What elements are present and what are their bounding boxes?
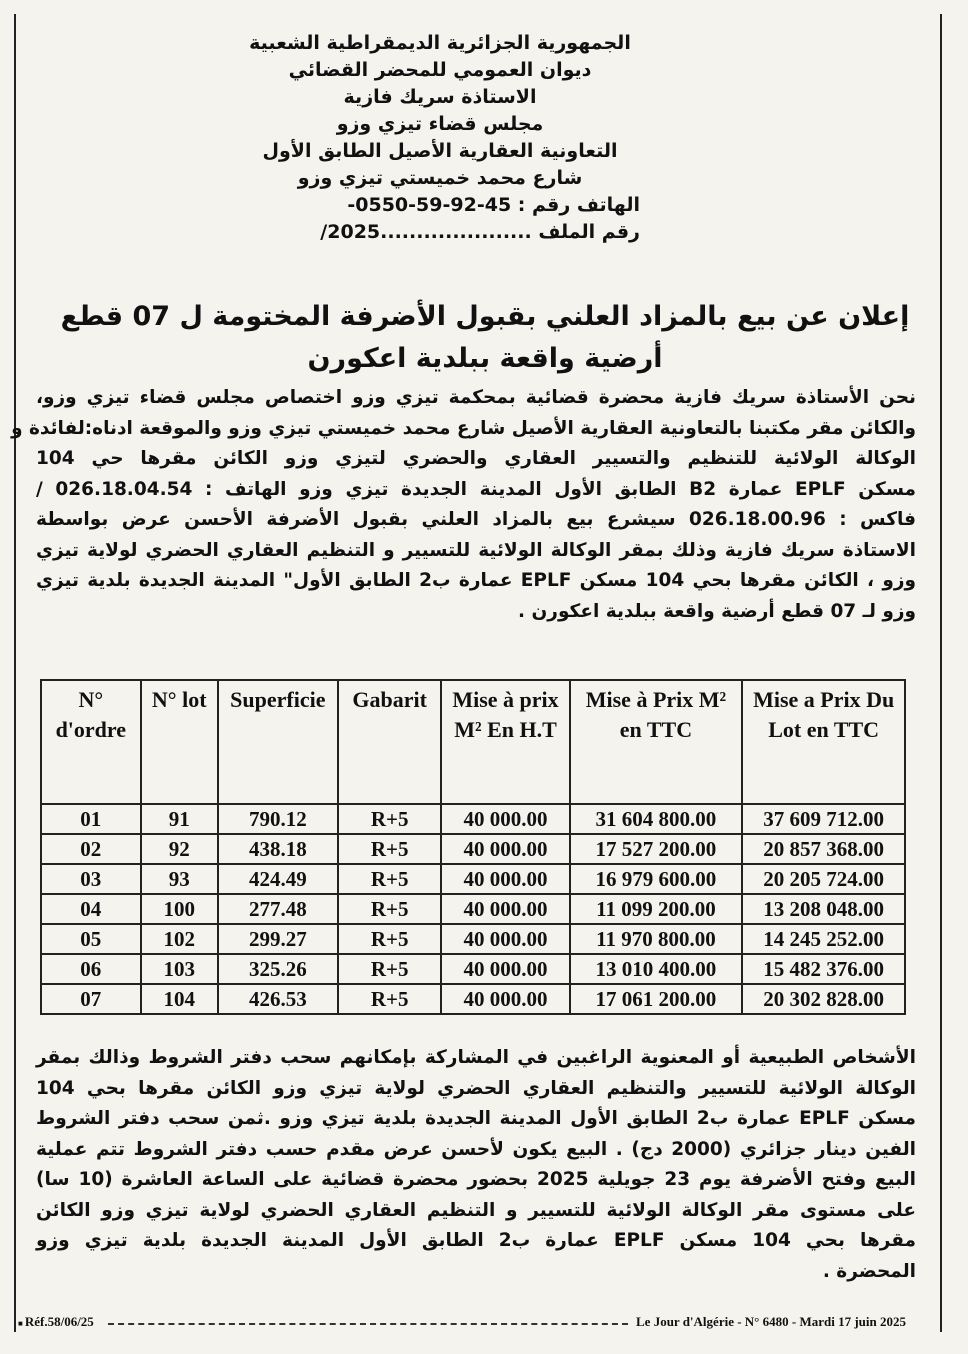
table-row [41, 924, 905, 954]
cell-area: 277.48 [218, 894, 338, 924]
cell-price-ht: 40 000.00 [441, 924, 569, 954]
table-row [41, 894, 905, 924]
cell-price-lot-ttc: 37 609 712.00 [742, 804, 905, 834]
cell-order: 04 [41, 894, 141, 924]
cell-price-m2-ttc: 11 099 200.00 [570, 894, 743, 924]
paragraph-line: وزو لـ 07 قطع أرضية واقعة ببلدية اعكورن . [518, 600, 916, 622]
cell-area: 438.18 [218, 834, 338, 864]
cell-order: 06 [41, 954, 141, 984]
cell-lot: 100 [141, 894, 218, 924]
header-court: مجلس قضاء تيزي وزو [336, 113, 544, 135]
cell-order: 05 [41, 924, 141, 954]
col-header-price-ht: Mise à prix M² En H.T [441, 680, 569, 804]
cell-price-lot-ttc: 15 482 376.00 [742, 954, 905, 984]
cell-lot: 103 [141, 954, 218, 984]
table-row [41, 864, 905, 894]
col-header-order: N° d'ordre [41, 680, 141, 804]
cell-lot: 93 [141, 864, 218, 894]
newspaper-issue: Le Jour d'Algérie - N° 6480 - Mardi 17 juin 2025 [636, 1314, 906, 1329]
signature-line: المحضرة . [822, 1260, 916, 1282]
cell-price-m2-ttc: 17 061 200.00 [570, 984, 743, 1014]
cell-order: 02 [41, 834, 141, 864]
cell-gabarit: R+5 [338, 804, 442, 834]
header-bailiff-name: الاستاذة سريك فازية [343, 86, 537, 108]
cell-lot: 104 [141, 984, 218, 1014]
announcement-title [60, 296, 910, 380]
header-block [200, 30, 680, 246]
cell-lot: 102 [141, 924, 218, 954]
cell-gabarit: R+5 [338, 894, 442, 924]
paragraph-line: وزو ، الكائن مقرها بحي 104 مسكن EPLF عمارة ب2 الطابق الأول" المدينة الجديدة بلدية تيزي [36, 570, 916, 591]
table-row [41, 804, 905, 834]
cell-price-m2-ttc: 17 527 200.00 [570, 834, 743, 864]
cell-price-lot-ttc: 14 245 252.00 [742, 924, 905, 954]
cell-lot: 91 [141, 804, 218, 834]
table-row [41, 954, 905, 984]
table-row [41, 834, 905, 864]
header-street: شارع محمد خميستي تيزي وزو [297, 167, 583, 189]
cell-gabarit: R+5 [338, 984, 442, 1014]
cell-price-m2-ttc: 13 010 400.00 [570, 954, 743, 984]
title-line-2: أرضية واقعة ببلدية اعكورن [307, 343, 663, 374]
cell-price-lot-ttc: 20 857 368.00 [742, 834, 905, 864]
cell-gabarit: R+5 [338, 864, 442, 894]
cell-order: 03 [41, 864, 141, 894]
cell-price-m2-ttc: 31 604 800.00 [570, 804, 743, 834]
cell-price-lot-ttc: 20 205 724.00 [742, 864, 905, 894]
cell-price-ht: 40 000.00 [441, 834, 569, 864]
paragraph-line: مسكن EPLF عمارة ب2 الطابق الأول المدينة الجديدة بلدية تيزي وزو .ثمن سحب دفتر الشروط [36, 1108, 916, 1129]
cell-order: 07 [41, 984, 141, 1014]
cell-gabarit: R+5 [338, 924, 442, 954]
paragraph-line: الوكالة الولائية للتسيير والتنظيم العقاري الحضري لولاية تيزي وزو الكائن مقرها بحي 104 [36, 1077, 916, 1099]
header-cooperative: التعاونية العقارية الأصيل الطابق الأول [262, 140, 618, 162]
header-republic: الجمهورية الجزائرية الديمقراطية الشعبية [249, 32, 631, 54]
cell-gabarit: R+5 [338, 954, 442, 984]
paragraph-line: مسكن EPLF عمارة B2 الطابق الأول المدينة الجديدة تيزي وزو الهاتف : 026.18.04.54 / [36, 478, 916, 500]
col-header-gabarit: Gabarit [338, 680, 442, 804]
paragraph-line: الفين دينار جزائري (2000 دج) . البيع يكون لأحسن عرض مقدم حسب دفتر الشروط تتم عملية [36, 1138, 916, 1160]
cell-gabarit: R+5 [338, 834, 442, 864]
paragraph-line: نحن الأستاذة سريك فازية محضرة قضائية بمحكمة تيزي وزو اختصاص مجلس قضاء تيزي وزو، [36, 387, 916, 408]
cell-price-ht: 40 000.00 [441, 864, 569, 894]
cell-price-m2-ttc: 11 970 800.00 [570, 924, 743, 954]
paragraph-line: الوكالة الولائية للتنظيم والتسيير العقاري والحضري لتيزي وزو الكائن مقرها حي 104 [36, 448, 916, 469]
table-header-row [41, 680, 905, 804]
col-header-area: Superficie [218, 680, 338, 804]
header-office: ديوان العمومي للمحضر القضائي [288, 59, 592, 81]
cell-price-m2-ttc: 16 979 600.00 [570, 864, 743, 894]
cell-price-ht: 40 000.00 [441, 804, 569, 834]
footer-divider [108, 1323, 628, 1325]
cell-price-lot-ttc: 13 208 048.00 [742, 894, 905, 924]
cell-area: 426.53 [218, 984, 338, 1014]
col-header-lot: N° lot [141, 680, 218, 804]
cell-area: 424.49 [218, 864, 338, 894]
header-file-number: رقم الملف .....................2025/ [320, 221, 640, 243]
cell-lot: 92 [141, 834, 218, 864]
paragraph-line: الاستاذة سريك فازية وذلك بمقر الوكالة الولائية للتسيير و التنظيم العقاري الحضري لولاية تيزي [36, 539, 916, 561]
cell-order: 01 [41, 804, 141, 834]
paragraph-line: مقرها بحي 104 مسكن EPLF عمارة ب2 الطابق الأول المدينة الجديدة بلدية تيزي وزو [36, 1230, 917, 1251]
reference-number: ■ Réf.58/06/25 [18, 1314, 94, 1330]
cell-price-ht: 40 000.00 [441, 954, 569, 984]
col-header-price-m2-ttc: Mise à Prix M² en TTC [570, 680, 743, 804]
lots-table [40, 679, 906, 1015]
paragraph-line: على مستوى مقر الوكالة الولائية للتسيير و التنظيم العقاري الحضري لولاية تيزي وزو الكائن [36, 1199, 916, 1221]
paragraph-line: والكائن مقر مكتبنا بالتعاونية العقارية الأصيل شارع محمد خميستي تيزي وزو والموقعة ادناه:لفائدة و [11, 417, 916, 439]
paragraph-line: الأشخاص الطبيعية أو المعنوية الراغبين في المشاركة بإمكانهم سحب دفتر الشروط وذالك بمقر [36, 1047, 916, 1068]
cell-price-ht: 40 000.00 [441, 894, 569, 924]
table-row [41, 984, 905, 1014]
intro-paragraph [11, 383, 917, 627]
cell-price-lot-ttc: 20 302 828.00 [742, 984, 905, 1014]
col-header-price-lot-ttc: Mise a Prix Du Lot en TTC [742, 680, 905, 804]
cell-area: 790.12 [218, 804, 338, 834]
cell-area: 299.27 [218, 924, 338, 954]
title-line-1: إعلان عن بيع بالمزاد العلني بقبول الأضرفة المختومة ل 07 قطع [60, 301, 910, 332]
cell-price-ht: 40 000.00 [441, 984, 569, 1014]
conditions-paragraph [36, 1043, 916, 1287]
cell-area: 325.26 [218, 954, 338, 984]
header-phone: الهاتف رقم : 45-92-59-0550- [347, 194, 640, 216]
paragraph-line: فاكس : 026.18.00.96 سيشرع بيع بالمزاد العلني بقبول الأضرفة الأحسن عرض بواسطة [36, 509, 917, 530]
paragraph-line: البيع وفتح الأضرفة يوم 23 جويلية 2025 بحضور محضرة قضائية على الساعة العاشرة (10 سا) [36, 1169, 916, 1190]
